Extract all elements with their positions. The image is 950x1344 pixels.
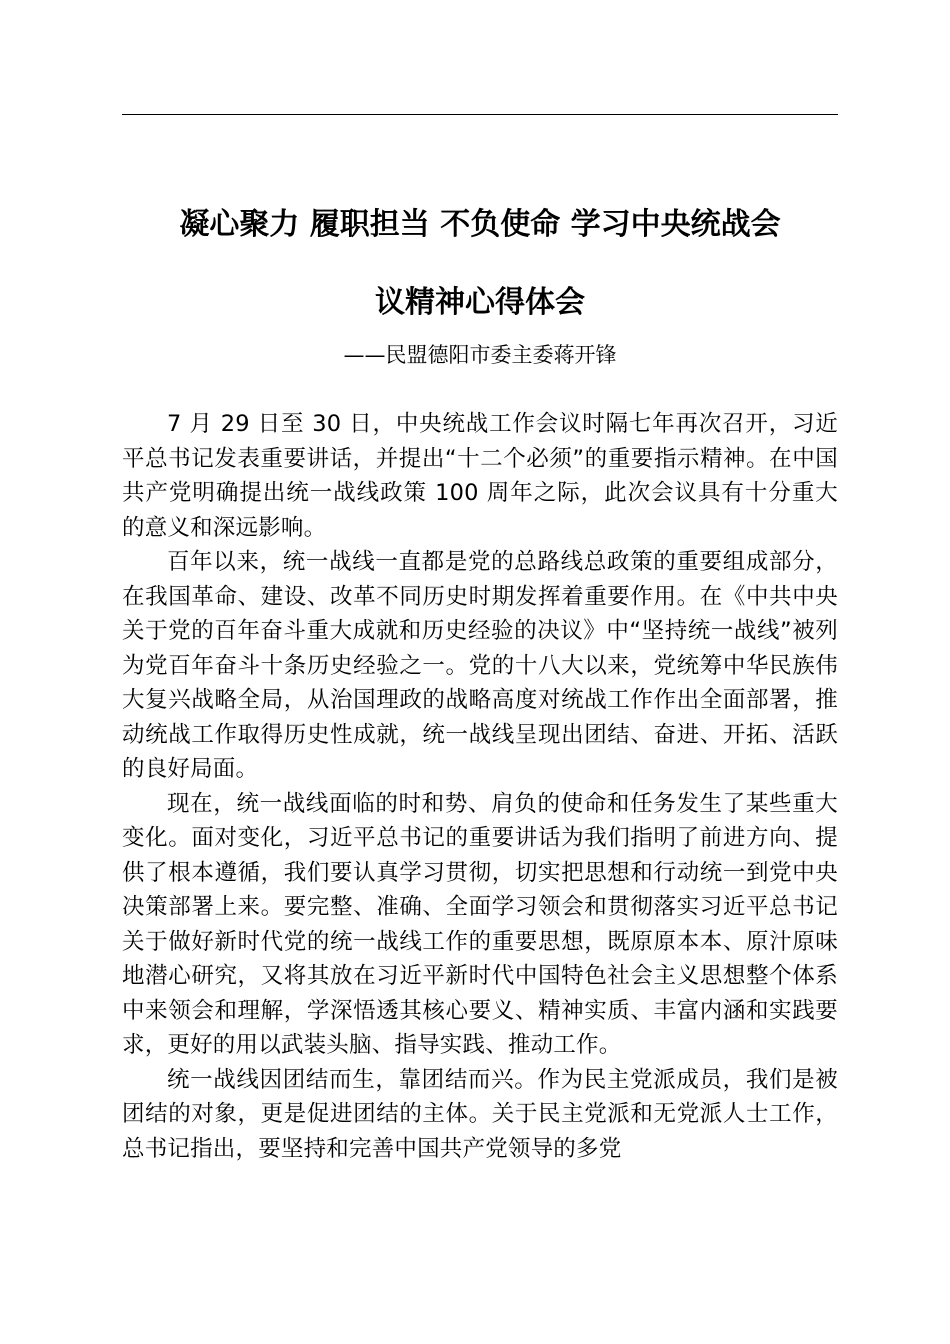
paragraph-4: 统一战线因团结而生，靠团结而兴。作为民主党派成员，我们是被团结的对象，更是促进团结的主体。关于民主党派和无党派人士工作，总书记指出，要坚持和完善中国共产党领导的多党 (122, 1066, 838, 1162)
title-line-1: 凝心聚力 履职担当 不负使命 学习中央统战会 (179, 207, 781, 242)
paragraph-1: 7 月 29 日至 30 日，中央统战工作会议时隔七年再次召开，习近平总书记发表重要讲话，并提出“十二个必须”的重要指示精神。在中国共产党明确提出统一战线政策 100 周年之际，此次会议具有十分重大的意义和深远影响。 (122, 411, 838, 541)
header-rule (122, 114, 838, 115)
title-line-2: 议精神心得体会 (375, 285, 585, 320)
paragraph-2: 百年以来，统一战线一直都是党的总路线总政策的重要组成部分，在我国革命、建设、改革不同历史时期发挥着重要作用。在《中共中央关于党的百年奋斗重大成就和历史经验的决议》中“坚持统一战线”被列为党百年奋斗十条历史经验之一。党的十八大以来，党统筹中华民族伟大复兴战略全局，从治国理政的战略高度对统战工作作出全面部署，推动统战工作取得历史性成就，统一战线呈现出团结、奋进、开拓、活跃的良好局面。 (122, 549, 838, 782)
author-subtitle: ——民盟德阳市委主委蒋开锋 (343, 343, 617, 367)
paragraph-3: 现在，统一战线面临的时和势、肩负的使命和任务发生了某些重大变化。面对变化，习近平总书记的重要讲话为我们指明了前进方向、提供了根本遵循，我们要认真学习贯彻，切实把思想和行动统一到党中央决策部署上来。要完整、准确、全面学习领会和贯彻落实习近平总书记关于做好新时代党的统一战线工作的重要思想，既原原本本、原汁原味地潜心研究，又将其放在习近平新时代中国特色社会主义思想整个体系中来领会和理解，学深悟透其核心要义、精神实质、丰富内涵和实践要求，更好的用以武装头脑、指导实践、推动工作。 (122, 790, 838, 1058)
document-body (122, 407, 838, 1166)
document-title (100, 205, 860, 323)
